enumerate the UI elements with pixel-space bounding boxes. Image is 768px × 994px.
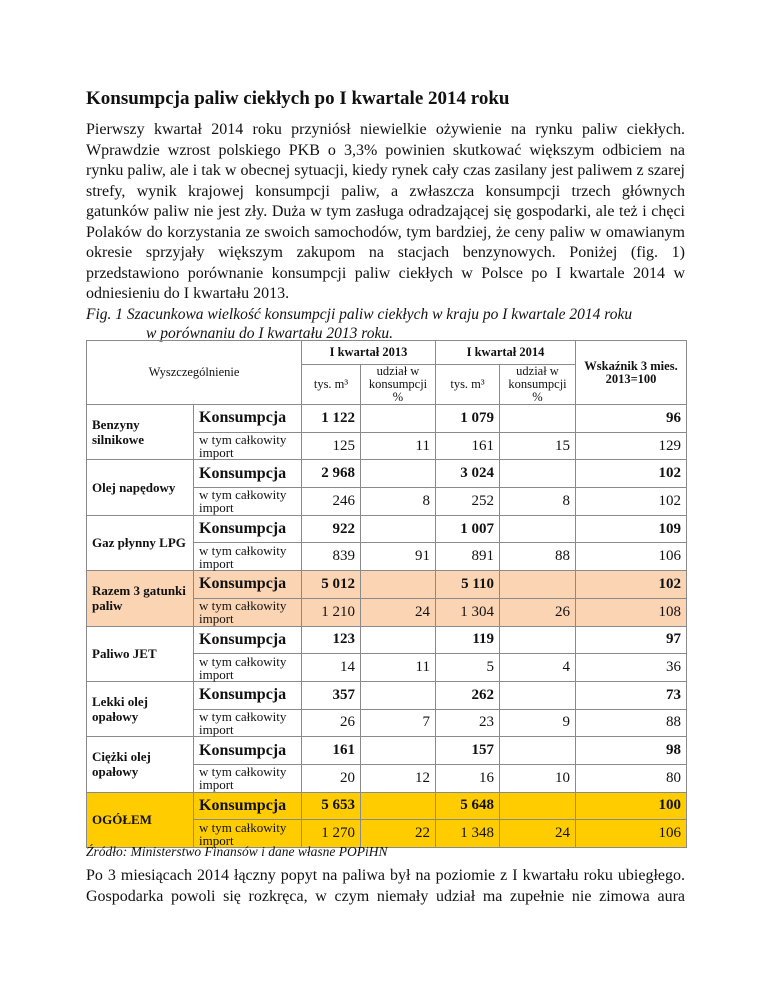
import-2013: 14 (302, 654, 361, 682)
row-label-import: w tym całkowity import (194, 488, 302, 516)
consumption-2014: 157 (436, 737, 500, 765)
table-row-consumption (87, 792, 687, 820)
table-row-consumption (87, 405, 687, 433)
header-label: Wyszczególnienie (87, 341, 302, 405)
group-name: Gaz płynny LPG (87, 515, 194, 570)
import-share-2013: 11 (361, 654, 436, 682)
share-2014-empty (500, 737, 576, 765)
import-share-2014: 8 (500, 488, 576, 516)
share-2013-empty (361, 460, 436, 488)
table-row-consumption (87, 515, 687, 543)
figure-caption (86, 305, 685, 343)
row-label-consumption: Konsumpcja (194, 681, 302, 709)
consumption-index: 109 (576, 515, 687, 543)
import-index: 80 (576, 764, 687, 792)
table-source: Źródło: Ministerstwo Finansów i dane własne POPiHN (86, 844, 388, 859)
consumption-index: 96 (576, 405, 687, 433)
share-2013-empty (361, 792, 436, 820)
share-2013-empty (361, 681, 436, 709)
row-label-consumption: Konsumpcja (194, 571, 302, 599)
consumption-index: 98 (576, 737, 687, 765)
import-2013: 1 270 (302, 820, 361, 848)
import-2014: 5 (436, 654, 500, 682)
import-2014: 891 (436, 543, 500, 571)
row-label-import: w tym całkowity import (194, 543, 302, 571)
following-paragraph: Po 3 miesiącach 2014 łączny popyt na paliwa był na poziomie z I kwartału roku ubiegłego. Gospodarka powoli się rozkręca, w czym niemały udział ma zupełnie nie zimowa aura (86, 867, 685, 905)
row-label-consumption: Konsumpcja (194, 737, 302, 765)
share-2013-empty (361, 626, 436, 654)
import-index: 36 (576, 654, 687, 682)
import-share-2013: 24 (361, 598, 436, 626)
header-unit-2013: tys. m³ (302, 365, 361, 405)
consumption-2013: 5 653 (302, 792, 361, 820)
consumption-2013: 357 (302, 681, 361, 709)
row-label-import: w tym całkowity import (194, 432, 302, 460)
consumption-2014: 3 024 (436, 460, 500, 488)
import-2014: 1 348 (436, 820, 500, 848)
row-label-import: w tym całkowity import (194, 820, 302, 848)
group-name: Razem 3 gatunki paliw (87, 571, 194, 626)
import-share-2014: 24 (500, 820, 576, 848)
header-unit-2014: tys. m³ (436, 365, 500, 405)
consumption-2013: 2 968 (302, 460, 361, 488)
consumption-2014: 5 648 (436, 792, 500, 820)
row-label-consumption: Konsumpcja (194, 405, 302, 433)
consumption-index: 97 (576, 626, 687, 654)
import-share-2014: 26 (500, 598, 576, 626)
table-row-consumption (87, 460, 687, 488)
share-2013-empty (361, 571, 436, 599)
import-share-2013: 8 (361, 488, 436, 516)
share-2014-empty (500, 460, 576, 488)
share-2013-empty (361, 737, 436, 765)
consumption-2013: 123 (302, 626, 361, 654)
caption-line-1: Fig. 1 Szacunkowa wielkość konsumpcji paliw ciekłych w kraju po I kwartale 2014 roku (86, 306, 633, 323)
import-2014: 1 304 (436, 598, 500, 626)
share-2014-empty (500, 571, 576, 599)
row-label-consumption: Konsumpcja (194, 792, 302, 820)
consumption-2014: 119 (436, 626, 500, 654)
row-label-import: w tym całkowity import (194, 598, 302, 626)
consumption-index: 73 (576, 681, 687, 709)
consumption-2014: 5 110 (436, 571, 500, 599)
share-2013-empty (361, 405, 436, 433)
group-name: Benzyny silnikowe (87, 405, 194, 460)
consumption-2013: 5 012 (302, 571, 361, 599)
caption-line-2: w porównaniu do I kwartału 2013 roku. (146, 325, 394, 342)
import-2013: 1 210 (302, 598, 361, 626)
import-2013: 26 (302, 709, 361, 737)
row-label-consumption: Konsumpcja (194, 626, 302, 654)
fuel-consumption-table (86, 340, 687, 848)
consumption-index: 102 (576, 460, 687, 488)
import-share-2014: 15 (500, 432, 576, 460)
import-share-2013: 22 (361, 820, 436, 848)
import-2013: 246 (302, 488, 361, 516)
row-label-consumption: Konsumpcja (194, 515, 302, 543)
consumption-2014: 1 007 (436, 515, 500, 543)
consumption-2013: 922 (302, 515, 361, 543)
import-index: 88 (576, 709, 687, 737)
import-share-2014: 10 (500, 764, 576, 792)
header-share-2013: udział w konsumpcji % (361, 365, 436, 405)
intro-paragraph: Pierwszy kwartał 2014 roku przyniósł niewielkie ożywienie na rynku paliw ciekłych. Wprawdzie wzrost polskiego PKB o 3,3% powinien skutkować większym odbiciem na rynku paliw, ale i tak w obecnej sytuacji, kiedy rynek cały czas zasilany jest paliwem z szarej strefy, wynik krajowej konsumpcji paliw, a zwłaszcza konsumpcji trzech głównych gatunków paliw nie jest zły. Duża w tym zasługa odradzającej się gospodarki, ale też i chęci Polaków do korzystania ze swoich samochodów, tym bardziej, że ceny paliw w omawianym okresie sprzyjały większym zakupom na stacjach benzynowych. Poniżej (fig. 1) przedstawiono porównanie konsumpcji paliw ciekłych w Polsce po I kwartale 2014 w odniesieniu do I kwartału 2013. (86, 121, 685, 302)
group-name: Ciężki olej opałowy (87, 737, 194, 792)
table-body (87, 405, 687, 848)
share-2014-empty (500, 405, 576, 433)
consumption-2014: 1 079 (436, 405, 500, 433)
import-share-2013: 12 (361, 764, 436, 792)
document-title: Konsumpcja paliw ciekłych po I kwartale 2014 roku (86, 88, 510, 109)
row-label-import: w tym całkowity import (194, 709, 302, 737)
import-2013: 125 (302, 432, 361, 460)
group-name: Lekki olej opałowy (87, 681, 194, 736)
import-share-2013: 11 (361, 432, 436, 460)
table-row-consumption (87, 681, 687, 709)
import-index: 129 (576, 432, 687, 460)
share-2014-empty (500, 681, 576, 709)
header-q2013: I kwartał 2013 (302, 341, 436, 365)
consumption-index: 102 (576, 571, 687, 599)
header-q2014: I kwartał 2014 (436, 341, 576, 365)
consumption-2013: 161 (302, 737, 361, 765)
consumption-2013: 1 122 (302, 405, 361, 433)
row-label-consumption: Konsumpcja (194, 460, 302, 488)
import-index: 102 (576, 488, 687, 516)
share-2014-empty (500, 626, 576, 654)
import-2013: 839 (302, 543, 361, 571)
group-name: Paliwo JET (87, 626, 194, 681)
table-row-consumption (87, 626, 687, 654)
import-2014: 16 (436, 764, 500, 792)
header-index: Wskaźnik 3 mies. 2013=100 (576, 341, 687, 405)
row-label-import: w tym całkowity import (194, 764, 302, 792)
header-share-2014: udział w konsumpcji % (500, 365, 576, 405)
import-index: 106 (576, 543, 687, 571)
import-share-2014: 9 (500, 709, 576, 737)
import-share-2014: 88 (500, 543, 576, 571)
group-name: OGÓŁEM (87, 792, 194, 847)
import-2014: 23 (436, 709, 500, 737)
group-name: Olej napędowy (87, 460, 194, 515)
table-row-consumption (87, 571, 687, 599)
import-index: 108 (576, 598, 687, 626)
row-label-import: w tym całkowity import (194, 654, 302, 682)
share-2014-empty (500, 792, 576, 820)
consumption-2014: 262 (436, 681, 500, 709)
import-share-2014: 4 (500, 654, 576, 682)
consumption-index: 100 (576, 792, 687, 820)
share-2013-empty (361, 515, 436, 543)
share-2014-empty (500, 515, 576, 543)
table-row-consumption (87, 737, 687, 765)
import-share-2013: 7 (361, 709, 436, 737)
import-index: 106 (576, 820, 687, 848)
import-2014: 252 (436, 488, 500, 516)
import-2014: 161 (436, 432, 500, 460)
import-2013: 20 (302, 764, 361, 792)
import-share-2013: 91 (361, 543, 436, 571)
